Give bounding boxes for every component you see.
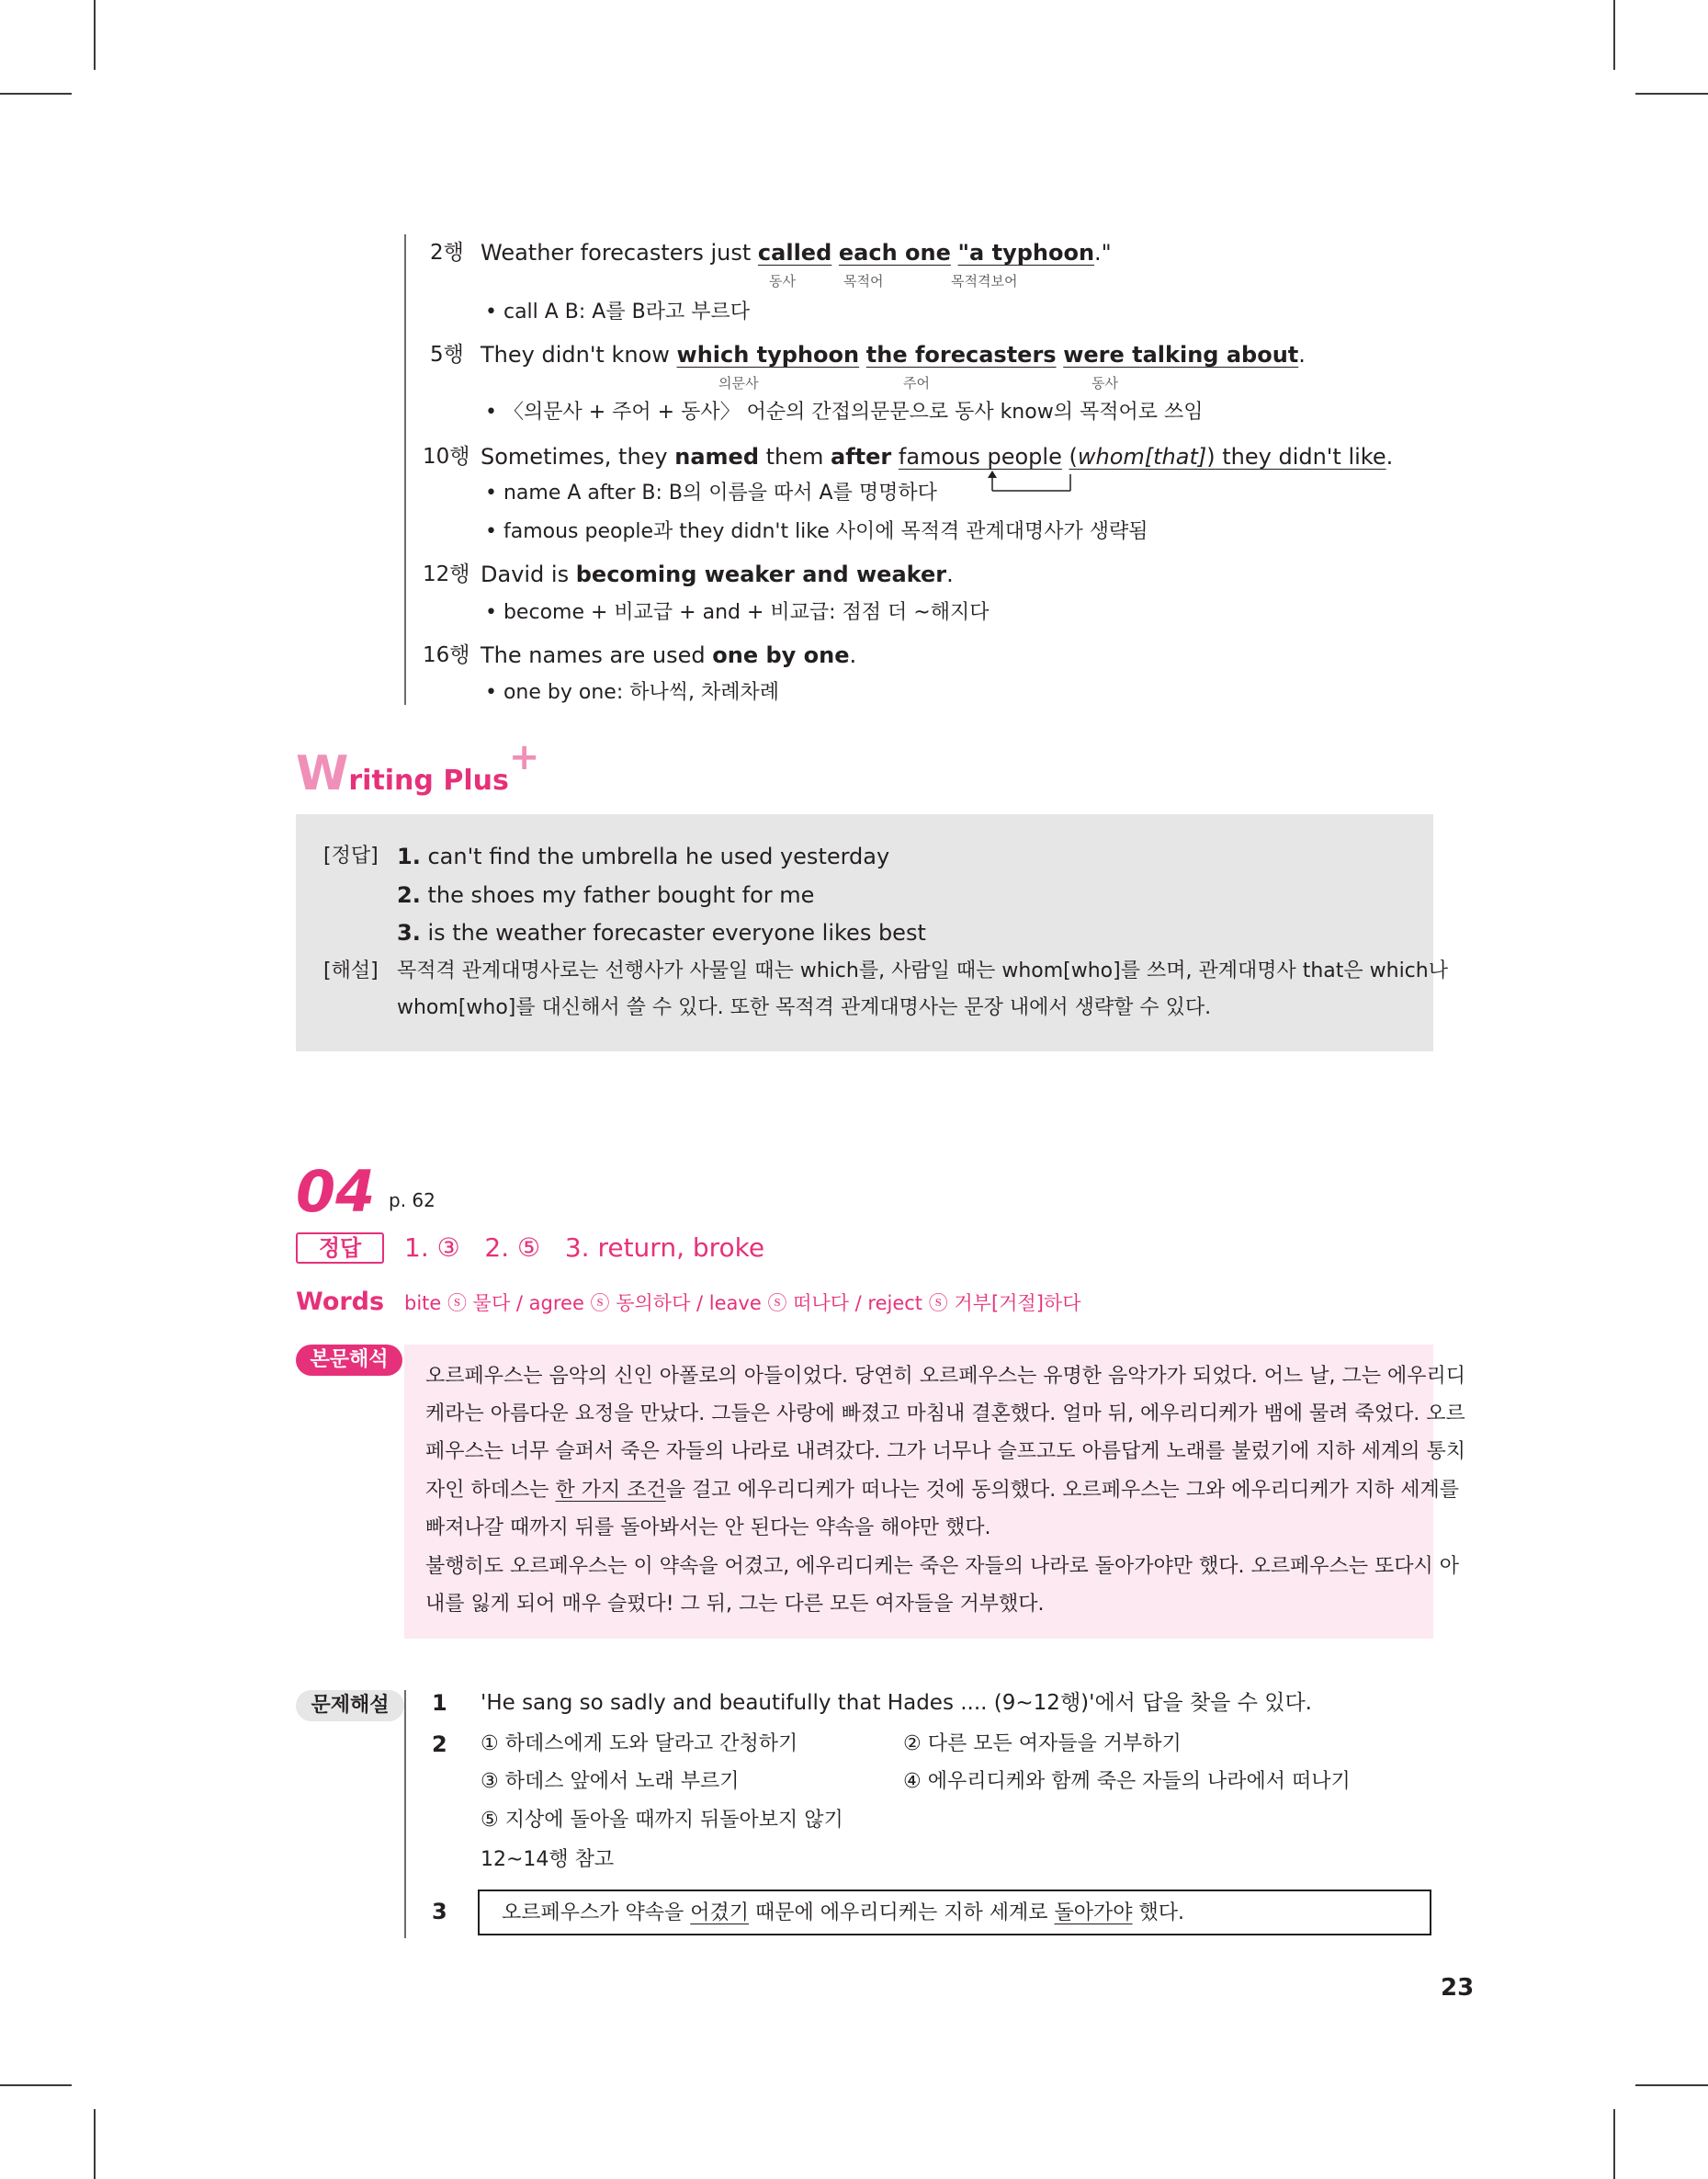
line-number: 10행 [423,445,470,469]
line-number: 16행 [423,643,470,667]
grammar-label: 목적격보어 [951,273,1018,289]
note-sentence: Sometimes, they named them after famous people (whom[that]) they didn't like. [481,444,1394,470]
question-number: 3 [432,1899,447,1924]
translation-line: 페우스는 너무 슬퍼서 죽은 자들의 나라로 내려갔다. 그가 너무나 슬프고도 아름답게 노래를 불렀기에 지하 세계의 통치 [425,1440,1465,1463]
question-1-explain: 'He sang so sadly and beautifully that Hades .... (9~12행)'에서 답을 찾을 수 있다. [481,1691,1312,1715]
question-number: 1 [432,1690,447,1716]
translation-line: 불행히도 오르페우스는 이 약속을 어겼고, 에우리디케는 죽은 자들의 나라로 돌아가야만 했다. 오르페우스는 또다시 아 [425,1555,1459,1578]
page-number: 23 [1441,1974,1475,2002]
writing-plus-title [296,736,540,801]
crop-mark [1635,2084,1708,2086]
answer-label: [정답] [323,845,379,868]
words-label: Words [296,1288,385,1316]
question-2-option: ④ 에우리디케와 함께 죽은 자들의 나라에서 떠나기 [903,1770,1351,1793]
page-reference: p. 62 [389,1189,435,1211]
question-2-option: ③ 하데스 앞에서 노래 부르기 [481,1770,740,1793]
line-number: 5행 [430,343,464,367]
grammar-label: 동사 [769,273,796,289]
crop-mark [94,2109,96,2179]
writing-explain-1: 목적격 관계대명사로는 선행사가 사물일 때는 which를, 사람일 때는 whom[who]를 쓰며, 관계대명사 that은 which나 [397,959,1448,982]
writing-plus-rest: riting Plus [348,765,509,797]
translation-line: 내를 잃게 되어 매우 슬펐다! 그 뒤, 그는 다른 모든 여자들을 거부했다. [425,1593,1045,1616]
grammar-label: 주어 [903,375,930,392]
line-number: 2행 [430,241,464,265]
translation-tag: 본문해석 [296,1345,402,1376]
crop-mark [94,0,96,70]
translation-line: 빠져나갈 때까지 뒤를 돌아봐서는 안 된다는 약속을 해야만 했다. [425,1516,991,1539]
note-bullet: • name A after B: B의 이름을 따서 A를 명명하다 [485,482,937,505]
solve-rule [404,1690,406,1938]
writing-plus-w: W [296,746,349,801]
section-number: 04 [296,1158,376,1225]
translation-line: 오르페우스는 음악의 신인 아폴로의 아들이었다. 당연히 오르페우스는 유명한 음악가가 되었다. 어느 날, 그는 에우리디 [425,1365,1465,1388]
answer-text: 1. ③ 2. ⑤ 3. return, broke [404,1232,765,1263]
crop-mark [1613,0,1615,70]
crop-mark [1635,93,1708,95]
note-bullet: • 〈의문사 + 주어 + 동사〉 어순의 간접의문문으로 동사 know의 목적어로 쓰임 [485,401,1204,424]
crop-mark [0,2084,72,2086]
crop-mark [0,93,72,95]
note-bullet: • become + 비교급 + and + 비교급: 점점 더 ~해지다 [485,601,990,624]
note-bullet: • one by one: 하나씩, 차례차례 [485,681,779,704]
grammar-label: 목적어 [843,273,884,289]
notes-rule [404,234,406,705]
line-number: 12행 [423,562,470,586]
answer-tag: 정답 [296,1232,384,1264]
note-sentence: Weather forecasters just called each one "a typhoon." [481,240,1112,266]
question-number: 2 [432,1731,447,1757]
writing-answer-3: 3. is the weather forecaster everyone likes best [397,920,926,946]
question-3-answer: 오르페우스가 약속을 어겼기 때문에 에우리디케는 지하 세계로 돌아가야 했다. [502,1901,1185,1924]
question-2-option: ⑤ 지상에 돌아올 때까지 뒤돌아보지 않기 [481,1809,843,1832]
note-sentence: The names are used one by one. [481,642,857,668]
translation-line: 케라는 아름다운 요정을 만났다. 그들은 사랑에 빠졌고 마침내 결혼했다. 얼마 뒤, 에우리디케가 뱀에 물려 죽었다. 오르 [425,1402,1465,1425]
plus-icon: + [508,736,540,778]
words-text: bite ⓢ 물다 / agree ⓢ 동의하다 / leave ⓢ 떠나다 / reject ⓢ 거부[거절]하다 [404,1292,1081,1314]
note-sentence: They didn't know which typhoon the forecasters were talking about. [481,342,1306,368]
explain-label: [해설] [323,959,379,982]
translation-line: 자인 하데스는 한 가지 조건을 걸고 에우리디케가 떠나는 것에 동의했다. 오르페우스는 그와 에우리디케가 지하 세계를 [425,1479,1460,1502]
grammar-label: 의문사 [718,375,759,392]
solve-tag: 문제해설 [296,1690,404,1721]
note-bullet: • call A B: A를 B라고 부르다 [485,301,750,323]
question-2-option: ② 다른 모든 여자들을 거부하기 [903,1732,1182,1755]
writing-answer-2: 2. the shoes my father bought for me [397,882,815,908]
crop-mark [1613,2109,1615,2179]
note-bullet: • famous people과 they didn't like 사이에 목적격 관계대명사가 생략됨 [485,520,1148,543]
question-2-option: ① 하데스에게 도와 달라고 간청하기 [481,1732,798,1755]
grammar-label: 동사 [1092,375,1118,392]
antecedent-arrow [983,469,1075,493]
writing-explain-2: whom[who]를 대신해서 쓸 수 있다. 또한 목적격 관계대명사는 문장 내에서 생략할 수 있다. [397,996,1212,1019]
note-sentence: David is becoming weaker and weaker. [481,562,954,587]
question-2-reference: 12~14행 참고 [481,1848,615,1871]
writing-answer-1: 1. can't find the umbrella he used yesterday [397,844,890,869]
